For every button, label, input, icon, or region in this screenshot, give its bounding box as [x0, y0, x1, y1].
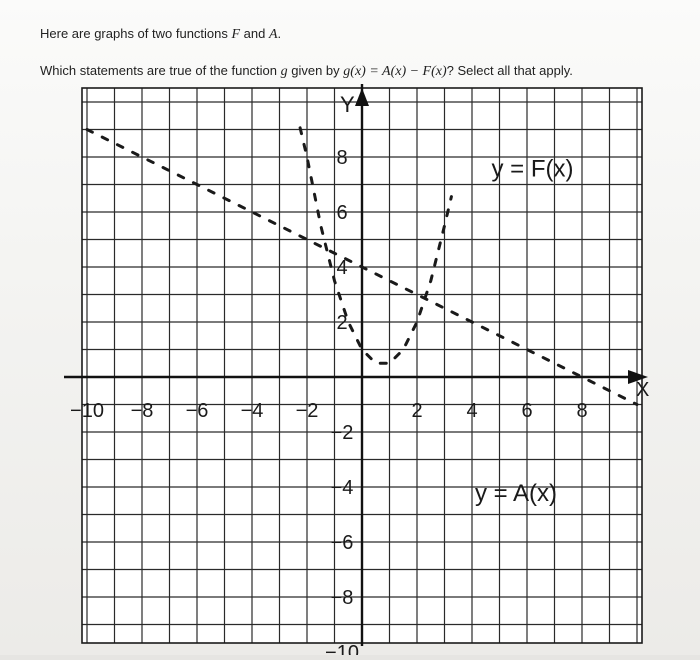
g-formula: g(x) = A(x) − F(x): [343, 64, 447, 79]
x-tick-label: −2: [295, 400, 319, 422]
question-line-1-and: and: [240, 26, 269, 41]
x-tick-label: −6: [185, 400, 209, 422]
question-line-2-text: Which statements are true of the function: [40, 63, 281, 78]
x-tick-label: −8: [130, 400, 154, 422]
x-tick-label: 2: [411, 400, 423, 422]
annotation-F: y = F(x): [491, 155, 574, 183]
function-F-symbol: F: [231, 27, 241, 42]
y-tick-label: −2: [330, 422, 354, 444]
x-tick-label: −10: [70, 400, 104, 422]
question-line-1-text: Here are graphs of two functions: [40, 26, 232, 41]
question-line-1-end: .: [277, 26, 282, 41]
y-tick-label: −10: [325, 642, 359, 655]
function-A-symbol: A: [268, 27, 278, 42]
y-axis-label: Y: [340, 92, 355, 117]
y-tick-label: 4: [336, 257, 348, 279]
x-tick-label: 8: [576, 400, 588, 422]
y-tick-label: −6: [330, 532, 354, 554]
y-tick-label: 6: [336, 202, 348, 224]
y-tick-label: −8: [330, 587, 354, 609]
question-line-2-suffix: ? Select all that apply.: [446, 63, 573, 78]
x-axis-label: X: [636, 379, 650, 401]
y-tick-label: 2: [336, 312, 348, 334]
annotation-A: y = A(x): [474, 479, 558, 507]
function-g-symbol: g: [280, 64, 288, 79]
x-tick-label: 4: [466, 400, 478, 422]
x-tick-label: −4: [240, 400, 264, 422]
x-tick-label: 6: [521, 400, 533, 422]
question-line-2-mid: given by: [287, 63, 344, 78]
y-tick-label: −4: [330, 477, 354, 499]
y-tick-label: 8: [336, 147, 348, 169]
